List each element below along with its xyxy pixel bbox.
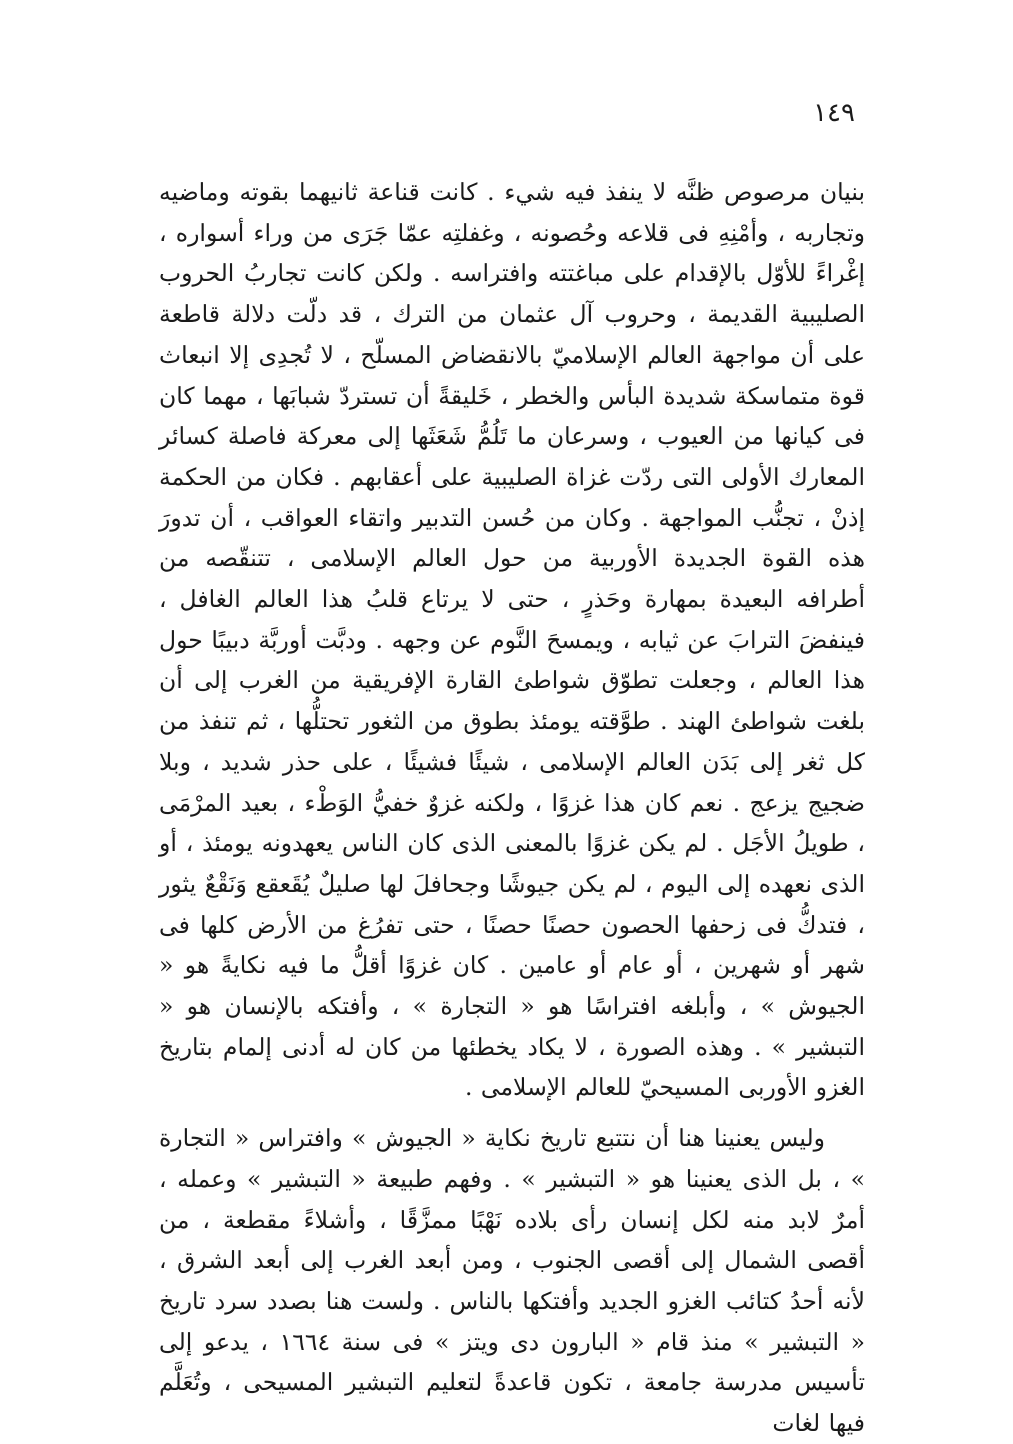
- paragraph: وليس يعنينا هنا أن نتتبع تاريخ نكاية « الجيوش » وافتراس « التجارة » ، بل الذى يعنينا هو « التبشير » . وفهم طبيعة « التبشير » وعمله ، أمرٌ لابد منه لكل إنسان رأى بلاده نَهْبًا ممزَّقًا ، وأشلاءً مقطعة ، من أقصى الشمال إلى أقصى الجنوب ، ومن أبعد الغرب إلى أبعد الشرق ، لأنه أحدُ كتائب الغزو الجديد وأفتكها بالناس . ولست هنا بصدد سرد تاريخ « التبشير » منذ قام « البارون دى ويتز » فى سنة ١٦٦٤ ، يدعو إلى تأسيس مدرسة جامعة ، تكون قاعدةً لتعليم التبشير المسيحى ، وتُعَلَّم فيها لغات: [159, 1124, 866, 1438]
- paragraph: بنيان مرصوص ظنَّه لا ينفذ فيه شيء . كانت قناعة ثانيهما بقوته وماضيه وتجاربه ، وأمْنِهِ فى قلاعه وحُصونه ، وغفلتِه عمّا جَرَى من وراء أسواره ، إغْراءً للأوّل بالإقدام على مباغتته وافتراسه . ولكن كانت تجاربُ الحروب الصليبية القديمة ، وحروب آل عثمان من الترك ، قد دلّت دلالة قاطعة على أن مواجهة العالم الإسلاميّ بالانقضاض المسلّح ، لا تُجدِى إلا انبعاث قوة متماسكة شديدة البأس والخطر ، خَليقةً أن تستردّ شبابَها ، مهما كان فى كيانها من العيوب ، وسرعان ما تَلُمُّ شَعَثَها إلى معركة فاصلة كسائر المعارك الأولى التى ردّت غزاة الصليبية على أعقابهم . فكان من الحكمة إذنْ ، تجنُّب المواجهة . وكان من حُسن التدبير واتقاء العواقب ، أن تدورَ هذه القوة الجديدة الأوربية من حول العالم الإسلامى ، تتنقّصه من أطرافه البعيدة بمهارة وحَذرٍ ، حتى لا يرتاع قلبُ هذا العالم الغافل ، فينفضَ الترابَ عن ثيابه ، ويمسحَ النَّوم عن وجهه . ودبَّت أوربَّة دبيبًا حول هذا العالم ، وجعلت تطوّق شواطئ القارة الإفريقية من الغرب إلى أن بلغت شواطئ الهند . طوَّقته يومئذ بطوق من الثغور تحتلُّها ، ثم تنفذ من كل ثغر إلى بَدَن العالم الإسلامى ، شيئًا فشيئًا ، على حذر شديد ، وبلا ضجيج يزعج . نعم كان هذا غزوًا ، ولكنه غزوٌ خفيُّ الوَطْء ، بعيد المرْمَى ، طويلُ الأجَل . لم يكن غزوًا بالمعنى الذى كان الناس يعهدونه يومئذ ، أو الذى نعهده إلى اليوم ، لم يكن جيوشًا وجحافلَ لها صليلٌ يُقَعقع وَنَقْعٌ يثور ، فتدكُّ فى زحفها الحصون حصنًا حصنًا ، حتى تفرُغ من الأرض كلها فى شهر أو شهرين ، أو عام أو عامين . كان غزوًا أقلُّ ما فيه نكايةً هو « الجيوش » ، وأبلغه افتراسًا هو « التجارة » ، وأفتكه بالإنسان هو « التبشير » . وهذه الصورة ، لا يكاد يخطئها من كان له أدنى إلمام بتاريخ الغزو الأوربى المسيحيّ للعالم الإسلامى .: [159, 178, 865, 1102]
- page-number: ١٤٩: [813, 98, 855, 128]
- body-text: [159, 172, 865, 1444]
